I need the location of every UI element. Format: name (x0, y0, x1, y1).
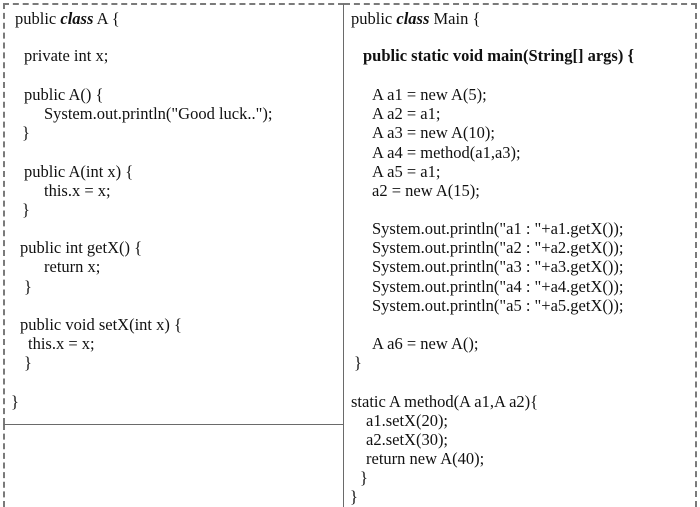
main-method-signature: public static void main(String[] args) { (363, 46, 634, 65)
statement-line: A a3 = new A(10); (372, 123, 495, 142)
print-line: System.out.println("a1 : "+a1.getX()); (372, 219, 624, 238)
a6-statement: A a6 = new A(); (372, 334, 479, 353)
print-line: System.out.println("a4 : "+a4.getX()); (372, 277, 624, 296)
print-line: System.out.println("a5 : "+a5.getX()); (372, 296, 624, 315)
method-body-line: return new A(40); (366, 449, 485, 468)
field-declaration: private int x; (24, 46, 109, 65)
setter-signature: public void setX(int x) { (20, 315, 182, 334)
class-a-declaration: public class A { (15, 9, 120, 28)
empty-panel (3, 424, 344, 507)
class-main-close: } (350, 487, 358, 506)
statement-line: a2 = new A(15); (372, 181, 480, 200)
statement-line: A a2 = a1; (372, 104, 441, 123)
getter-close: } (24, 277, 32, 296)
setter-close: } (24, 353, 32, 372)
static-method-signature: static A method(A a1,A a2){ (351, 392, 539, 411)
class-main-declaration: public class Main { (351, 9, 481, 28)
class-a-panel (3, 3, 344, 424)
setter-body: this.x = x; (28, 334, 95, 353)
default-constructor-signature: public A() { (24, 85, 104, 104)
int-constructor-signature: public A(int x) { (24, 162, 134, 181)
int-constructor-body: this.x = x; (44, 181, 111, 200)
statement-line: A a1 = new A(5); (372, 85, 487, 104)
method-body-line: a1.setX(20); (366, 411, 449, 430)
class-main-panel (344, 3, 697, 507)
default-constructor-body: System.out.println("Good luck.."); (44, 104, 273, 123)
default-constructor-close: } (22, 123, 30, 142)
getter-body: return x; (44, 257, 101, 276)
statement-line: A a4 = method(a1,a3); (372, 143, 521, 162)
method-body-line: a2.setX(30); (366, 430, 449, 449)
static-method-close: } (360, 468, 368, 487)
main-method-close: } (354, 353, 362, 372)
int-constructor-close: } (22, 200, 30, 219)
print-line: System.out.println("a2 : "+a2.getX()); (372, 238, 624, 257)
print-line: System.out.println("a3 : "+a3.getX()); (372, 257, 624, 276)
statement-line: A a5 = a1; (372, 162, 441, 181)
class-a-close: } (11, 392, 19, 411)
getter-signature: public int getX() { (20, 238, 143, 257)
